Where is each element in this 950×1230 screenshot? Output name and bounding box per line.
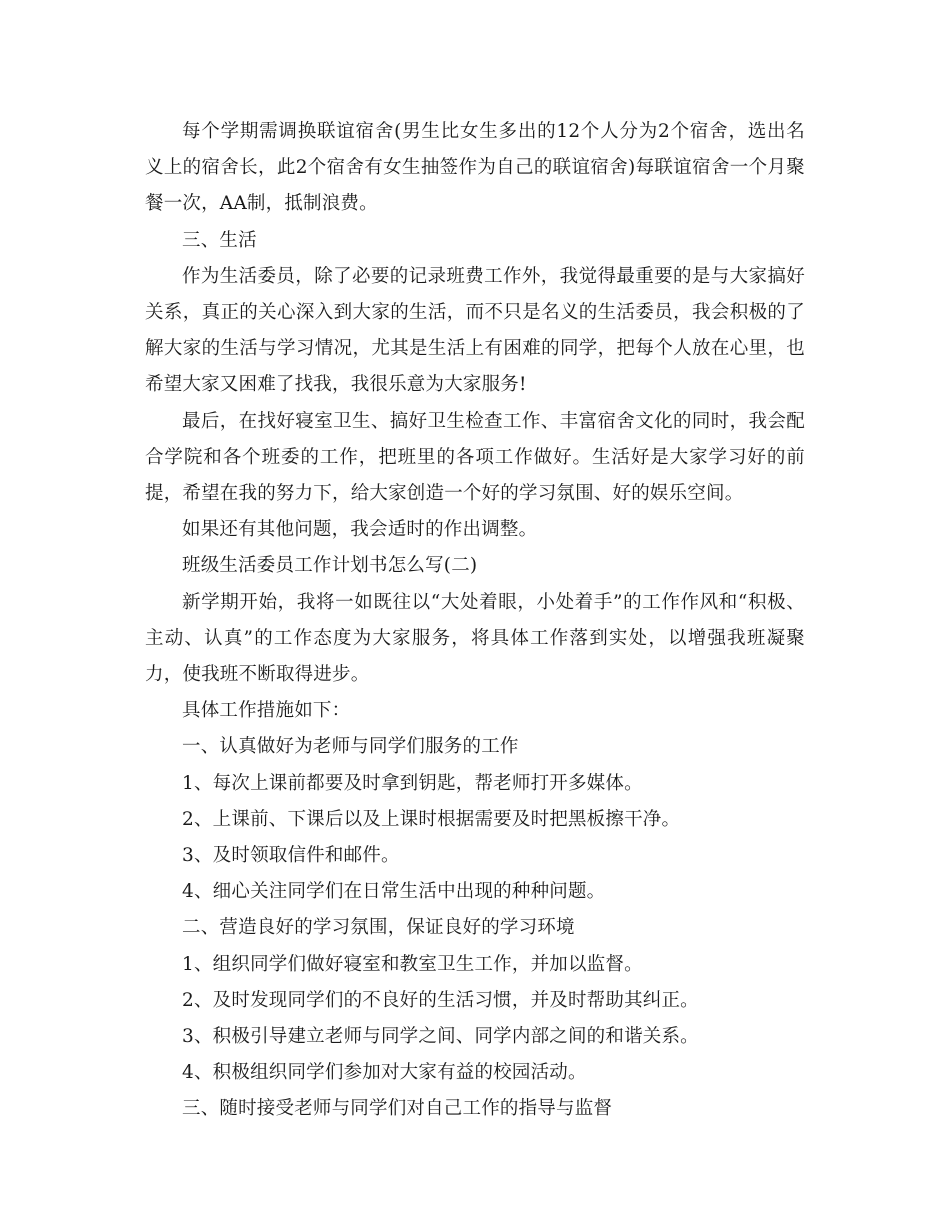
- list-item: 4、细心关注同学们在日常生活中出现的种种问题。: [182, 881, 606, 903]
- paragraph: 作为生活委员，除了必要的记录班费工作外，我觉得最重要的是与大家搞好关系，真正的关心深入到大家的生活，而不只是名义的生活委员，我会积极的了解大家的生活与学习情况，尤其是生活上有困难的同学，把每个人放在心里，也希望大家又困难了找我，我很乐意为大家服务!: [145, 265, 805, 396]
- list-item: 3、及时领取信件和邮件。: [182, 845, 400, 867]
- paragraph: 新学期开始，我将一如既往以“大处着眼，小处着手”的工作作风和“积极、主动、认真”的工作态度为大家服务，将具体工作落到实处，以增强我班凝聚力，使我班不断取得进步。: [145, 591, 805, 686]
- section-heading: 三、随时接受老师与同学们对自己工作的指导与监督: [182, 1098, 613, 1120]
- section-heading: 三、生活: [182, 229, 257, 251]
- paragraph: 每个学期需调换联谊宿舍(男生比女生多出的12个人分为2个宿舍，选出名义上的宿舍长，此2个宿舍有女生抽签作为自己的联谊宿舍)每联谊宿舍一个月聚餐一次，AA制，抵制浪费。: [145, 121, 805, 215]
- list-item: 2、上课前、下课后以及上课时根据需要及时把黑板擦干净。: [182, 808, 681, 830]
- paragraph: 最后，在找好寝室卫生、搞好卫生检查工作、丰富宿舍文化的同时，我会配合学院和各个班委的工作，把班里的各项工作做好。生活好是大家学习好的前提，希望在我的努力下，给大家创造一个好的学习氛围、好的娱乐空间。: [145, 410, 805, 505]
- paragraph: 如果还有其他问题，我会适时的作出调整。: [182, 519, 538, 541]
- document-subtitle: 班级生活委员工作计划书怎么写(二): [182, 555, 478, 577]
- list-item: 3、积极引导建立老师与同学之间、同学内部之间的和谐关系。: [182, 1026, 699, 1048]
- list-item: 4、积极组织同学们参加对大家有益的校园活动。: [182, 1062, 587, 1084]
- list-item: 1、每次上课前都要及时拿到钥匙，帮老师打开多媒体。: [182, 772, 643, 794]
- paragraph: 具体工作措施如下：: [182, 700, 351, 722]
- list-item: 2、及时发现同学们的不良好的生活习惯，并及时帮助其纠正。: [182, 989, 699, 1011]
- list-item: 1、组织同学们做好寝室和教室卫生工作，并加以监督。: [182, 953, 643, 975]
- section-heading: 一、认真做好为老师与同学们服务的工作: [182, 736, 519, 758]
- document-body: [145, 114, 805, 1128]
- section-heading: 二、营造良好的学习氛围，保证良好的学习环境: [182, 917, 575, 939]
